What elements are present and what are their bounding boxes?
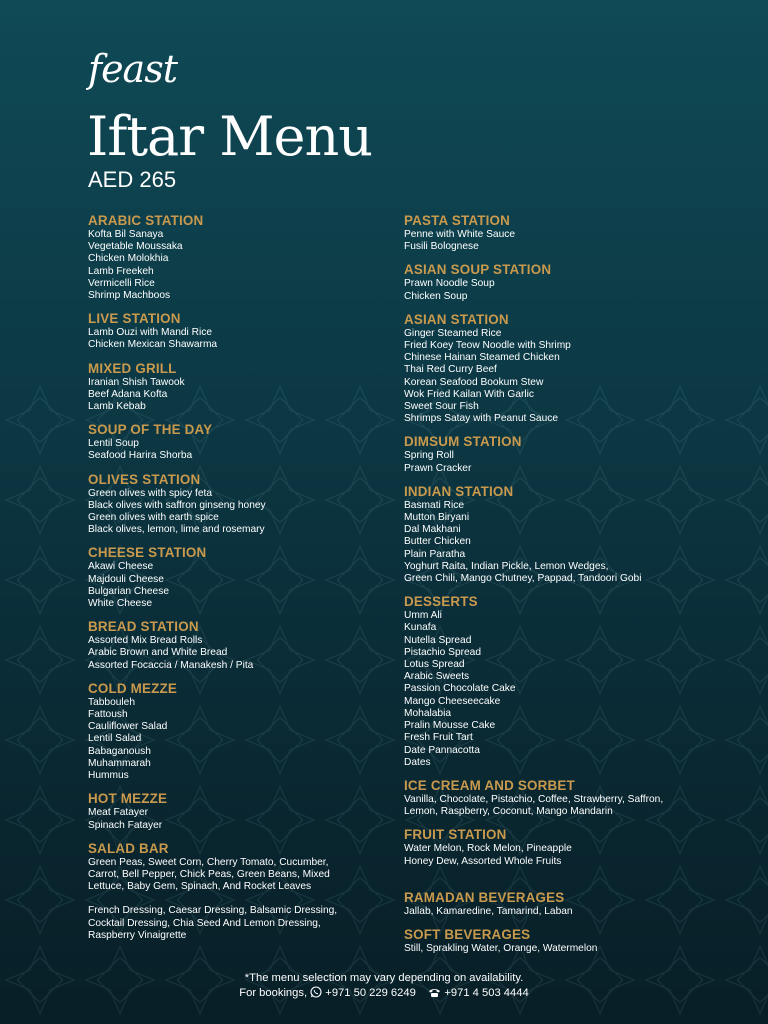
menu-item: Yoghurt Raita, Indian Pickle, Lemon Wedges, [404,560,609,572]
menu-section [404,262,704,302]
menu-item: French Dressing, Caesar Dressing, Balsamic Dressing, [88,905,338,917]
section-title: RAMADAN BEVERAGES [404,889,565,905]
menu-item: Seafood Harira Shorba [88,450,193,462]
menu-section [88,311,378,351]
menu-item: Assorted Mix Bread Rolls [88,635,203,647]
menu-section [404,484,704,585]
section-title: FRUIT STATION [404,827,507,843]
menu-item: Dal Makhani [404,524,461,536]
menu-item: Black olives, lemon, lime and rosemary [88,524,265,536]
menu-item: Assorted Focaccia / Manakesh / Pita [88,659,254,671]
item-spacer [88,893,378,905]
menu-section [404,312,704,426]
section-title: COLD MEZZE [88,680,178,696]
section-title: BREAD STATION [88,619,199,635]
menu-item: Arabic Brown and White Bread [88,647,228,659]
phone-mobile-link[interactable]: +971 50 229 6249 [325,987,416,999]
menu-item: Shrimp Machboos [88,290,171,302]
menu-item: Spinach Fatayer [88,819,163,831]
menu-item: Akawi Cheese [88,561,154,573]
menu-item: Nutella Spread [404,634,472,646]
menu-section [88,472,378,537]
section-title: DIMSUM STATION [404,434,522,450]
menu-item: Fusili Bolognese [404,241,479,253]
feast-logo [86,42,186,102]
menu-section [88,619,378,672]
menu-section [88,791,378,831]
menu-item: Lamb Freekeh [88,265,154,277]
menu-section [88,841,378,942]
section-title: PASTA STATION [404,213,510,228]
menu-section [88,361,378,414]
menu-item: Raspberry Vinaigrette [88,929,187,941]
menu-item: Carrot, Bell Pepper, Chick Peas, Green Beans, Mixed [88,868,330,880]
menu-item: Thai Red Curry Beef [404,364,497,376]
menu-item: Green Chili, Mango Chutney, Pappad, Tandoori Gobi [404,573,642,585]
section-title: HOT MEZZE [88,791,168,807]
page-title: Iftar Menu [87,105,372,168]
menu-item: Lamb Ouzi with Mandi Rice [88,327,212,339]
menu-section [404,778,704,818]
menu-section [404,827,704,867]
menu-item: Lotus Spread [404,659,465,671]
menu-section [404,594,704,769]
menu-item: Babaganoush [88,745,151,757]
menu-item: Sweet Sour Fish [404,401,479,413]
menu-item: Iranian Shish Tawook [88,376,185,388]
menu-item: Cocktail Dressing, Chia Seed And Lemon Dressing, [88,917,321,929]
section-title: LIVE STATION [88,311,181,327]
menu-item: Pistachio Spread [404,646,482,658]
menu-item: Lamb Kebab [88,401,146,413]
menu-item: Bulgarian Cheese [88,585,169,597]
phone-landline-link[interactable]: +971 4 503 4444 [444,987,529,999]
whatsapp-icon [310,987,325,999]
section-title: ASIAN SOUP STATION [404,262,552,278]
menu-section [404,213,704,253]
menu-item: Chicken Molokhia [88,253,169,265]
menu-item: Shrimps Satay with Peanut Sauce [404,413,559,425]
menu-item: Majdouli Cheese [88,573,164,585]
menu-item: Fried Koey Teow Noodle with Shrimp [404,340,571,352]
menu-item: Arabic Sweets [404,671,470,683]
menu-item: Korean Seafood Bookum Stew [404,376,544,388]
menu-item: Vegetable Moussaka [88,241,183,253]
menu-item: Vermicelli Rice [88,277,155,289]
menu-item: Prawn Noodle Soup [404,278,495,290]
menu-section [88,422,378,462]
menu-item: Kofta Bil Sanaya [88,229,164,240]
menu-column-right [404,213,704,964]
menu-item: Spring Roll [404,450,454,462]
svg-text:feast: feast [88,47,177,91]
booking-label: For bookings, [239,987,308,999]
menu-item: Muhammarah [88,757,151,769]
telephone-icon [428,987,444,999]
menu-section [404,927,704,955]
menu-item: Honey Dew, Assorted Whole Fruits [404,855,562,867]
menu-item: Lettuce, Baby Gem, Spinach, And Rocket Leaves [88,881,312,893]
menu-item: Water Melon, Rock Melon, Pineapple [404,843,572,855]
menu-item: Kunafa [404,622,437,634]
section-title: SOFT BEVERAGES [404,926,531,942]
menu-section [88,213,378,302]
menu-item: Lemon, Raspberry, Coconut, Mango Mandarin [404,806,613,818]
menu-item: Green olives with earth spice [88,512,219,524]
menu-item: Chinese Hainan Steamed Chicken [404,352,560,364]
menu-item: Fattoush [88,709,128,721]
menu-item: Ginger Steamed Rice [404,327,502,339]
section-title: ASIAN STATION [404,311,509,327]
menu-item: Black olives with saffron ginseng honey [88,499,266,511]
menu-item: Green olives with spicy feta [88,487,213,499]
menu-item: Hummus [88,770,129,782]
footer [0,971,768,1001]
section-title: OLIVES STATION [88,471,201,487]
section-title: ICE CREAM AND SORBET [404,777,575,793]
menu-item: Tabbouleh [88,696,136,708]
menu-item: White Cheese [88,598,152,610]
menu-item: Meat Fatayer [88,807,149,819]
menu-item: Pralin Mousse Cake [404,720,496,732]
section-title: SOUP OF THE DAY [88,422,213,438]
menu-item: Still, Sprakling Water, Orange, Watermelon [404,942,598,954]
section-title: ARABIC STATION [88,213,204,228]
menu-item: Jallab, Kamaredine, Tamarind, Laban [404,905,573,917]
menu-section [404,890,704,918]
menu-item: Plain Paratha [404,548,466,560]
menu-item: Butter Chicken [404,536,471,548]
menu-item: Prawn Cracker [404,462,472,474]
menu-item: Penne with White Sauce [404,229,515,240]
menu-column-left [88,213,378,951]
menu-item: Date Pannacotta [404,744,480,756]
section-title: DESSERTS [404,594,478,610]
menu-item: Wok Fried Kailan With Garlic [404,388,535,400]
menu-item: Lentil Soup [88,438,139,450]
section-title: MIXED GRILL [88,360,177,376]
menu-item: Dates [404,756,431,768]
menu-item: Chicken Soup [404,290,468,302]
menu-item: Mohalabia [404,707,452,719]
menu-section [404,434,704,474]
menu-item: Lentil Salad [88,733,142,745]
booking-line [0,986,768,1001]
section-title: CHEESE STATION [88,545,207,561]
menu-item: Umm Ali [404,610,442,622]
menu-item: Mutton Biryani [404,512,470,524]
menu-item: Cauliflower Salad [88,721,168,733]
availability-note: *The menu selection may vary depending on availability. [244,972,524,984]
menu-item: Fresh Fruit Tart [404,732,473,744]
menu-item: Green Peas, Sweet Corn, Cherry Tomato, Cucumber, [88,856,329,868]
menu-item: Chicken Mexican Shawarma [88,339,218,351]
section-title: INDIAN STATION [404,483,514,499]
menu-price: AED 265 [88,167,177,192]
menu-item: Basmati Rice [404,499,465,511]
menu-section [88,545,378,610]
menu-item: Vanilla, Chocolate, Pistachio, Coffee, Strawberry, Saffron, [404,793,664,805]
menu-section [88,681,378,782]
menu-item: Passion Chocolate Cake [404,683,516,695]
section-title: SALAD BAR [88,840,169,856]
menu-item: Beef Adana Kofta [88,388,168,400]
menu-item: Mango Cheeseecake [404,695,501,707]
